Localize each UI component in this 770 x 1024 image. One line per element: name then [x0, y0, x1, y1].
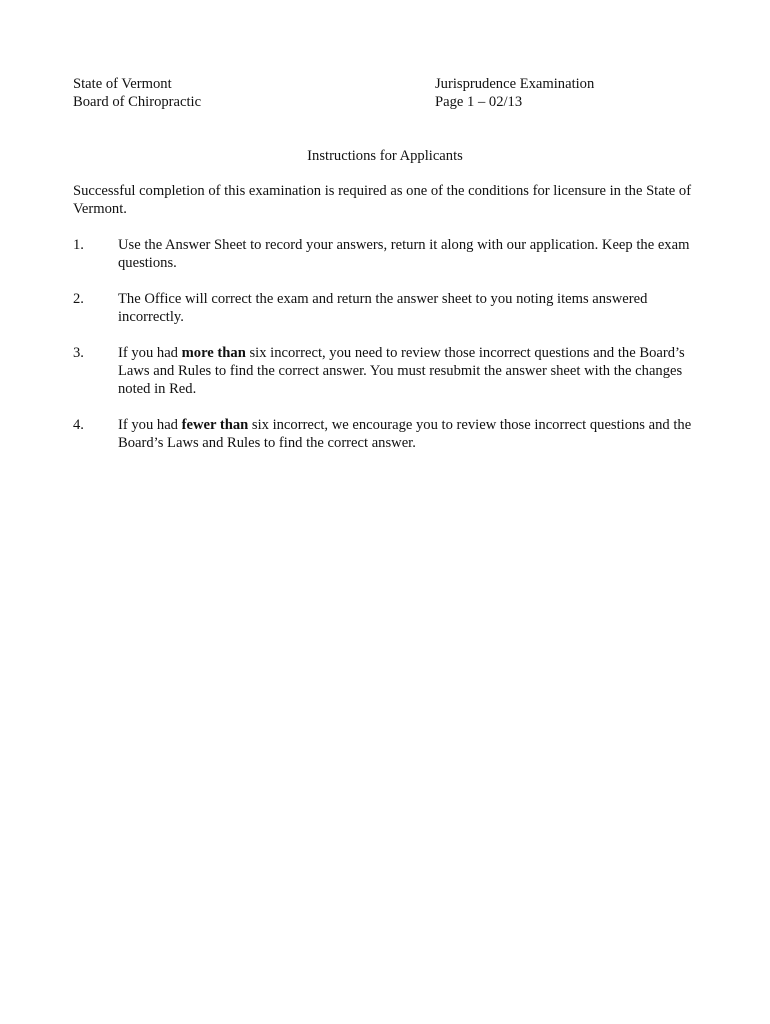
list-item — [73, 344, 705, 398]
header-agency: State of Vermont — [73, 76, 172, 92]
list-item-text — [118, 290, 705, 326]
list-item-text-part: If you had — [118, 345, 182, 361]
list-item-number: 2. — [73, 291, 84, 307]
list-item-text-part: Use the Answer Sheet to record your answers, return it along with our application. Keep the exam questions. — [118, 237, 690, 271]
list-item-text-part: The Office will correct the exam and return the answer sheet to you noting items answered incorrectly. — [118, 291, 648, 325]
header-right — [435, 75, 594, 111]
intro-paragraph: Successful completion of this examination is required as one of the conditions for licensure in the State of Vermont. — [73, 183, 692, 217]
list-item-number: 4. — [73, 417, 84, 433]
list-item — [73, 236, 705, 272]
page-title: Instructions for Applicants — [307, 148, 463, 164]
emphasis-more-than: more than — [181, 345, 246, 361]
list-item-number: 3. — [73, 345, 84, 361]
list-item-number: 1. — [73, 237, 84, 253]
list-item — [73, 290, 705, 326]
list-item-text-part: If you had — [118, 417, 182, 433]
list-item-text — [118, 416, 705, 452]
emphasis-fewer-than: fewer than — [181, 417, 249, 433]
list-item-text-part: six incorrect, you need to review those incorrect questions and the Board’s Laws and Rules to find the correct answer. You must resubmit the answer sheet with the changes noted in Red. — [118, 345, 685, 397]
list-item-text — [118, 344, 705, 398]
instruction-list — [73, 236, 705, 470]
header-left — [73, 75, 201, 111]
header-exam-title: Jurisprudence Examination — [435, 76, 595, 92]
header-board: Board of Chiropractic — [73, 94, 202, 110]
list-item — [73, 416, 705, 452]
header-page-info: Page 1 – 02/13 — [435, 94, 523, 110]
list-item-text-part: six incorrect, we encourage you to review those incorrect questions and the Board’s Laws and Rules to find the correct answer. — [118, 417, 692, 451]
list-item-text — [118, 236, 705, 272]
